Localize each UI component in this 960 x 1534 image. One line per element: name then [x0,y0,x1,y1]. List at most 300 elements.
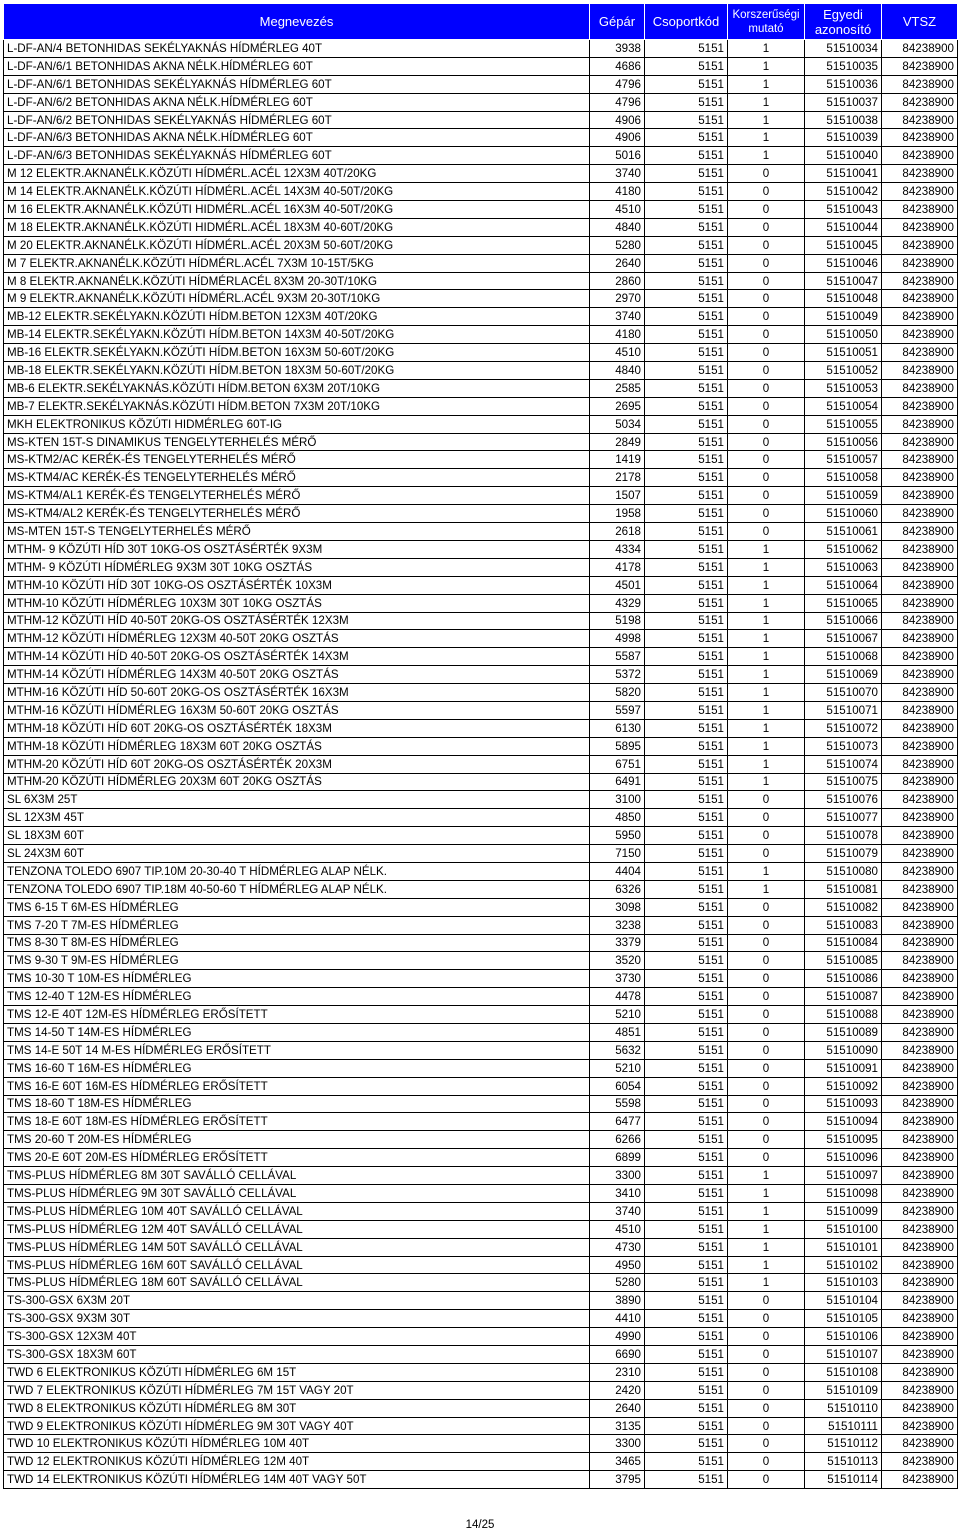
cell-vtsz: 84238900 [882,487,958,505]
cell-vtsz: 84238900 [882,827,958,845]
cell-name: L-DF-AN/6/3 BETONHIDAS SEKÉLYAKNÁS HÍDMÉRLEG 60T [4,147,590,165]
cell-name: TWD 14 ELEKTRONIKUS KÖZÚTI HÍDMÉRLEG 14M 40T VAGY 50T [4,1471,590,1489]
cell-modernity: 1 [728,737,805,755]
table-row [4,576,958,594]
cell-group: 5151 [645,1095,728,1113]
header-modernity-line2: mutató [748,22,784,35]
cell-group: 5151 [645,326,728,344]
cell-price: 3098 [590,898,645,916]
table-row [4,1006,958,1024]
table-row [4,487,958,505]
table-row [4,1185,958,1203]
cell-vtsz: 84238900 [882,719,958,737]
cell-vtsz: 84238900 [882,1131,958,1149]
cell-group: 5151 [645,809,728,827]
cell-unique-id: 51510073 [805,737,882,755]
cell-price: 3300 [590,1167,645,1185]
cell-vtsz: 84238900 [882,684,958,702]
cell-price: 4850 [590,809,645,827]
cell-unique-id: 51510112 [805,1435,882,1453]
cell-group: 5151 [645,970,728,988]
cell-price: 6266 [590,1131,645,1149]
cell-price: 4178 [590,558,645,576]
cell-unique-id: 51510110 [805,1399,882,1417]
table-row [4,1220,958,1238]
cell-unique-id: 51510042 [805,183,882,201]
cell-group: 5151 [645,236,728,254]
cell-name: TMS-PLUS HÍDMÉRLEG 8M 30T SAVÁLLÓ CELLÁVAL [4,1167,590,1185]
cell-price: 4329 [590,594,645,612]
cell-name: TMS 14-E 50T 14 M-ES HÍDMÉRLEG ERŐSÍTETT [4,1041,590,1059]
cell-modernity: 0 [728,1328,805,1346]
cell-unique-id: 51510050 [805,326,882,344]
cell-name: M 20 ELEKTR.AKNANÉLK.KÖZÚTI HÍDMÉRL.ACÉL 20X3M 50-60T/20KG [4,236,590,254]
cell-vtsz: 84238900 [882,1238,958,1256]
cell-name: TS-300-GSX 9X3M 30T [4,1310,590,1328]
cell-name: TMS-PLUS HÍDMÉRLEG 12M 40T SAVÁLLÓ CELLÁVAL [4,1220,590,1238]
cell-group: 5151 [645,1220,728,1238]
cell-unique-id: 51510087 [805,988,882,1006]
table-row [4,1471,958,1489]
cell-vtsz: 84238900 [882,254,958,272]
table-row [4,1310,958,1328]
cell-unique-id: 51510068 [805,648,882,666]
cell-name: TMS 20-E 60T 20M-ES HÍDMÉRLEG ERŐSÍTETT [4,1149,590,1167]
cell-group: 5151 [645,1238,728,1256]
cell-group: 5151 [645,183,728,201]
cell-vtsz: 84238900 [882,1363,958,1381]
cell-name: MS-MTEN 15T-S TENGELYTERHELÉS MÉRŐ [4,523,590,541]
cell-name: TWD 10 ELEKTRONIKUS KÖZÚTI HÍDMÉRLEG 10M 40T [4,1435,590,1453]
cell-unique-id: 51510044 [805,218,882,236]
cell-vtsz: 84238900 [882,523,958,541]
cell-price: 4180 [590,326,645,344]
cell-name: MB-12 ELEKTR.SEKÉLYAKN.KÖZÚTI HÍDM.BETON 12X3M 40T/20KG [4,308,590,326]
table-row [4,701,958,719]
cell-unique-id: 51510055 [805,415,882,433]
cell-group: 5151 [645,218,728,236]
cell-modernity: 1 [728,1238,805,1256]
cell-price: 4510 [590,201,645,219]
cell-unique-id: 51510109 [805,1381,882,1399]
cell-name: M 9 ELEKTR.AKNANÉLK.KÖZÚTI HÍDMÉRL.ACÉL 9X3M 20-30T/10KG [4,290,590,308]
cell-unique-id: 51510048 [805,290,882,308]
cell-price: 6899 [590,1149,645,1167]
cell-unique-id: 51510071 [805,701,882,719]
cell-price: 2695 [590,397,645,415]
table-row [4,827,958,845]
cell-name: MS-KTM4/AL1 KERÉK-ÉS TENGELYTERHELÉS MÉRŐ [4,487,590,505]
cell-vtsz: 84238900 [882,397,958,415]
cell-vtsz: 84238900 [882,165,958,183]
cell-modernity: 1 [728,684,805,702]
cell-price: 1419 [590,451,645,469]
cell-name: TWD 6 ELEKTRONIKUS KÖZÚTI HÍDMÉRLEG 6M 15T [4,1363,590,1381]
cell-price: 4998 [590,630,645,648]
cell-name: TMS 16-60 T 16M-ES HÍDMÉRLEG [4,1059,590,1077]
cell-vtsz: 84238900 [882,1417,958,1435]
cell-vtsz: 84238900 [882,1435,958,1453]
cell-name: MTHM-20 KÖZÚTI HÍD 60T 20KG-OS OSZTÁSÉRTÉK 20X3M [4,755,590,773]
header-price: Gépár [590,4,645,40]
cell-group: 5151 [645,558,728,576]
table-row [4,1131,958,1149]
cell-group: 5151 [645,57,728,75]
table-row [4,469,958,487]
cell-price: 4840 [590,218,645,236]
cell-modernity: 0 [728,1417,805,1435]
cell-group: 5151 [645,916,728,934]
table-row [4,719,958,737]
cell-name: MS-KTEN 15T-S DINAMIKUS TENGELYTERHELÉS MÉRŐ [4,433,590,451]
cell-group: 5151 [645,1041,728,1059]
cell-name: TS-300-GSX 12X3M 40T [4,1328,590,1346]
cell-vtsz: 84238900 [882,1167,958,1185]
cell-unique-id: 51510046 [805,254,882,272]
cell-group: 5151 [645,862,728,880]
cell-modernity: 0 [728,1077,805,1095]
cell-price: 3300 [590,1435,645,1453]
cell-modernity: 0 [728,1310,805,1328]
cell-unique-id: 51510082 [805,898,882,916]
table-row [4,75,958,93]
cell-name: M 16 ELEKTR.AKNANÉLK.KÖZÚTI HIDMÉRL.ACÉL 16X3M 40-50T/20KG [4,201,590,219]
cell-vtsz: 84238900 [882,379,958,397]
cell-group: 5151 [645,1185,728,1203]
cell-group: 5151 [645,469,728,487]
cell-unique-id: 51510094 [805,1113,882,1131]
cell-price: 3135 [590,1417,645,1435]
cell-name: M 8 ELEKTR.AKNANÉLK.KÖZÚTI HÍDMÉRLACÉL 8X3M 20-30T/10KG [4,272,590,290]
cell-price: 3740 [590,1202,645,1220]
cell-group: 5151 [645,1023,728,1041]
cell-vtsz: 84238900 [882,344,958,362]
cell-name: TWD 9 ELEKTRONIKUS KÖZÚTI HÍDMÉRLEG 9M 30T VAGY 40T [4,1417,590,1435]
cell-unique-id: 51510091 [805,1059,882,1077]
cell-unique-id: 51510067 [805,630,882,648]
cell-unique-id: 51510080 [805,862,882,880]
table-row [4,236,958,254]
cell-group: 5151 [645,433,728,451]
cell-vtsz: 84238900 [882,469,958,487]
cell-modernity: 0 [728,308,805,326]
cell-modernity: 0 [728,1041,805,1059]
cell-group: 5151 [645,612,728,630]
cell-modernity: 1 [728,540,805,558]
cell-price: 4796 [590,75,645,93]
cell-group: 5151 [645,147,728,165]
cell-price: 2640 [590,1399,645,1417]
table-row [4,1202,958,1220]
cell-price: 2310 [590,1363,645,1381]
cell-name: MB-14 ELEKTR.SEKÉLYAKN.KÖZÚTI HÍDM.BETON 14X3M 40-50T/20KG [4,326,590,344]
cell-modernity: 1 [728,1167,805,1185]
cell-name: TWD 12 ELEKTRONIKUS KÖZÚTI HÍDMÉRLEG 12M 40T [4,1453,590,1471]
cell-group: 5151 [645,1381,728,1399]
table-row [4,809,958,827]
table-row [4,165,958,183]
cell-name: M 12 ELEKTR.AKNANÉLK.KÖZÚTI HÍDMÉRL.ACÉL 12X3M 40T/20KG [4,165,590,183]
cell-vtsz: 84238900 [882,147,958,165]
cell-modernity: 0 [728,1292,805,1310]
cell-unique-id: 51510070 [805,684,882,702]
cell-modernity: 0 [728,827,805,845]
table-row [4,1435,958,1453]
cell-group: 5151 [645,755,728,773]
table-row [4,594,958,612]
cell-modernity: 0 [728,1095,805,1113]
cell-group: 5151 [645,880,728,898]
cell-vtsz: 84238900 [882,988,958,1006]
cell-modernity: 0 [728,487,805,505]
cell-unique-id: 51510052 [805,362,882,380]
table-row [4,1399,958,1417]
cell-price: 4404 [590,862,645,880]
cell-unique-id: 51510079 [805,845,882,863]
table-row [4,1149,958,1167]
table-row [4,1059,958,1077]
cell-vtsz: 84238900 [882,1113,958,1131]
cell-group: 5151 [645,1417,728,1435]
cell-vtsz: 84238900 [882,433,958,451]
cell-price: 5820 [590,684,645,702]
cell-price: 6751 [590,755,645,773]
cell-name: TS-300-GSX 18X3M 60T [4,1346,590,1364]
table-row [4,111,958,129]
cell-unique-id: 51510089 [805,1023,882,1041]
table-row [4,1041,958,1059]
cell-vtsz: 84238900 [882,236,958,254]
cell-modernity: 0 [728,1471,805,1489]
cell-name: L-DF-AN/4 BETONHIDAS SEKÉLYAKNÁS HÍDMÉRLEG 40T [4,40,590,58]
cell-unique-id: 51510049 [805,308,882,326]
cell-group: 5151 [645,952,728,970]
cell-group: 5151 [645,719,728,737]
cell-modernity: 0 [728,845,805,863]
cell-vtsz: 84238900 [882,1023,958,1041]
cell-unique-id: 51510103 [805,1274,882,1292]
table-row [4,1238,958,1256]
cell-vtsz: 84238900 [882,40,958,58]
cell-group: 5151 [645,1471,728,1489]
table-row [4,415,958,433]
cell-unique-id: 51510105 [805,1310,882,1328]
cell-unique-id: 51510063 [805,558,882,576]
table-row [4,970,958,988]
cell-modernity: 1 [728,648,805,666]
table-row [4,1077,958,1095]
cell-price: 3730 [590,970,645,988]
cell-price: 2585 [590,379,645,397]
header-modernity-line1: Korszerűségi [732,8,800,21]
cell-modernity: 1 [728,147,805,165]
cell-group: 5151 [645,1274,728,1292]
cell-name: TENZONA TOLEDO 6907 TIP.18M 40-50-60 T HÍDMÉRLEG ALAP NÉLK. [4,880,590,898]
cell-price: 2860 [590,272,645,290]
cell-unique-id: 51510047 [805,272,882,290]
cell-price: 4501 [590,576,645,594]
header-unique-id-line1: Egyedi [823,6,863,22]
cell-vtsz: 84238900 [882,1381,958,1399]
table-row [4,898,958,916]
cell-name: TWD 7 ELEKTRONIKUS KÖZÚTI HÍDMÉRLEG 7M 15T VAGY 20T [4,1381,590,1399]
cell-group: 5151 [645,666,728,684]
cell-unique-id: 51510072 [805,719,882,737]
cell-price: 5597 [590,701,645,719]
cell-vtsz: 84238900 [882,737,958,755]
cell-unique-id: 51510054 [805,397,882,415]
cell-modernity: 1 [728,111,805,129]
cell-group: 5151 [645,540,728,558]
cell-unique-id: 51510100 [805,1220,882,1238]
cell-unique-id: 51510111 [805,1417,882,1435]
cell-group: 5151 [645,684,728,702]
cell-group: 5151 [645,40,728,58]
cell-name: MTHM- 9 KÖZÚTI HÍD 30T 10KG-OS OSZTÁSÉRTÉK 9X3M [4,540,590,558]
table-row [4,1346,958,1364]
cell-unique-id: 51510037 [805,93,882,111]
cell-unique-id: 51510060 [805,505,882,523]
cell-modernity: 1 [728,594,805,612]
cell-modernity: 0 [728,1006,805,1024]
cell-price: 3465 [590,1453,645,1471]
cell-group: 5151 [645,845,728,863]
table-row [4,1167,958,1185]
table-row [4,1095,958,1113]
cell-vtsz: 84238900 [882,666,958,684]
cell-vtsz: 84238900 [882,290,958,308]
cell-modernity: 0 [728,272,805,290]
cell-price: 5895 [590,737,645,755]
cell-modernity: 1 [728,612,805,630]
cell-modernity: 0 [728,433,805,451]
table-row [4,451,958,469]
cell-name: M 18 ELEKTR.AKNANÉLK.KÖZÚTI HIDMÉRL.ACÉL 18X3M 40-60T/20KG [4,218,590,236]
cell-unique-id: 51510104 [805,1292,882,1310]
cell-vtsz: 84238900 [882,558,958,576]
table-row [4,129,958,147]
cell-group: 5151 [645,934,728,952]
cell-vtsz: 84238900 [882,1453,958,1471]
table-row [4,93,958,111]
cell-modernity: 1 [728,701,805,719]
cell-unique-id: 51510041 [805,165,882,183]
cell-group: 5151 [645,129,728,147]
cell-modernity: 0 [728,254,805,272]
cell-vtsz: 84238900 [882,809,958,827]
cell-group: 5151 [645,827,728,845]
cell-modernity: 0 [728,952,805,970]
cell-price: 2849 [590,433,645,451]
cell-name: TMS 12-40 T 12M-ES HÍDMÉRLEG [4,988,590,1006]
cell-modernity: 1 [728,719,805,737]
table-row [4,290,958,308]
cell-price: 5587 [590,648,645,666]
cell-name: MTHM-16 KÖZÚTI HÍDMÉRLEG 16X3M 50-60T 20KG OSZTÁS [4,701,590,719]
header-group: Csoportkód [645,4,728,40]
price-table [3,3,958,1489]
cell-name: TMS 7-20 T 7M-ES HÍDMÉRLEG [4,916,590,934]
cell-group: 5151 [645,75,728,93]
cell-group: 5151 [645,1059,728,1077]
cell-group: 5151 [645,111,728,129]
cell-modernity: 0 [728,1131,805,1149]
cell-unique-id: 51510081 [805,880,882,898]
cell-unique-id: 51510098 [805,1185,882,1203]
cell-modernity: 1 [728,558,805,576]
table-row [4,183,958,201]
cell-vtsz: 84238900 [882,451,958,469]
table-row [4,630,958,648]
cell-vtsz: 84238900 [882,862,958,880]
table-row [4,737,958,755]
cell-unique-id: 51510102 [805,1256,882,1274]
cell-name: TMS 6-15 T 6M-ES HÍDMÉRLEG [4,898,590,916]
cell-vtsz: 84238900 [882,326,958,344]
table-row [4,1023,958,1041]
cell-group: 5151 [645,505,728,523]
cell-modernity: 0 [728,934,805,952]
cell-name: MB-16 ELEKTR.SEKÉLYAKN.KÖZÚTI HÍDM.BETON 16X3M 50-60T/20KG [4,344,590,362]
cell-unique-id: 51510076 [805,791,882,809]
cell-group: 5151 [645,898,728,916]
table-row [4,272,958,290]
cell-vtsz: 84238900 [882,1346,958,1364]
cell-group: 5151 [645,630,728,648]
cell-price: 4796 [590,93,645,111]
cell-vtsz: 84238900 [882,1328,958,1346]
cell-price: 4851 [590,1023,645,1041]
cell-group: 5151 [645,379,728,397]
cell-name: MB-6 ELEKTR.SEKÉLYAKNÁS.KÖZÚTI HÍDM.BETON 6X3M 20T/10KG [4,379,590,397]
header-modernity [728,4,805,40]
table-row [4,1363,958,1381]
cell-name: TMS 14-50 T 14M-ES HÍDMÉRLEG [4,1023,590,1041]
cell-vtsz: 84238900 [882,1220,958,1238]
cell-vtsz: 84238900 [882,773,958,791]
cell-group: 5151 [645,523,728,541]
table-row [4,362,958,380]
cell-price: 3410 [590,1185,645,1203]
cell-name: TMS-PLUS HÍDMÉRLEG 18M 60T SAVÁLLÓ CELLÁVAL [4,1274,590,1292]
cell-price: 5034 [590,415,645,433]
cell-group: 5151 [645,290,728,308]
cell-vtsz: 84238900 [882,701,958,719]
table-row [4,845,958,863]
cell-unique-id: 51510066 [805,612,882,630]
cell-group: 5151 [645,988,728,1006]
cell-vtsz: 84238900 [882,218,958,236]
table-row [4,397,958,415]
cell-modernity: 1 [728,880,805,898]
cell-modernity: 0 [728,988,805,1006]
cell-modernity: 0 [728,1149,805,1167]
cell-unique-id: 51510069 [805,666,882,684]
cell-group: 5151 [645,1077,728,1095]
cell-modernity: 0 [728,218,805,236]
cell-modernity: 1 [728,57,805,75]
cell-name: SL 18X3M 60T [4,827,590,845]
cell-unique-id: 51510097 [805,1167,882,1185]
cell-modernity: 0 [728,469,805,487]
cell-vtsz: 84238900 [882,576,958,594]
cell-price: 5210 [590,1006,645,1024]
cell-group: 5151 [645,1435,728,1453]
table-row [4,254,958,272]
cell-modernity: 0 [728,898,805,916]
cell-modernity: 0 [728,1363,805,1381]
cell-group: 5151 [645,272,728,290]
